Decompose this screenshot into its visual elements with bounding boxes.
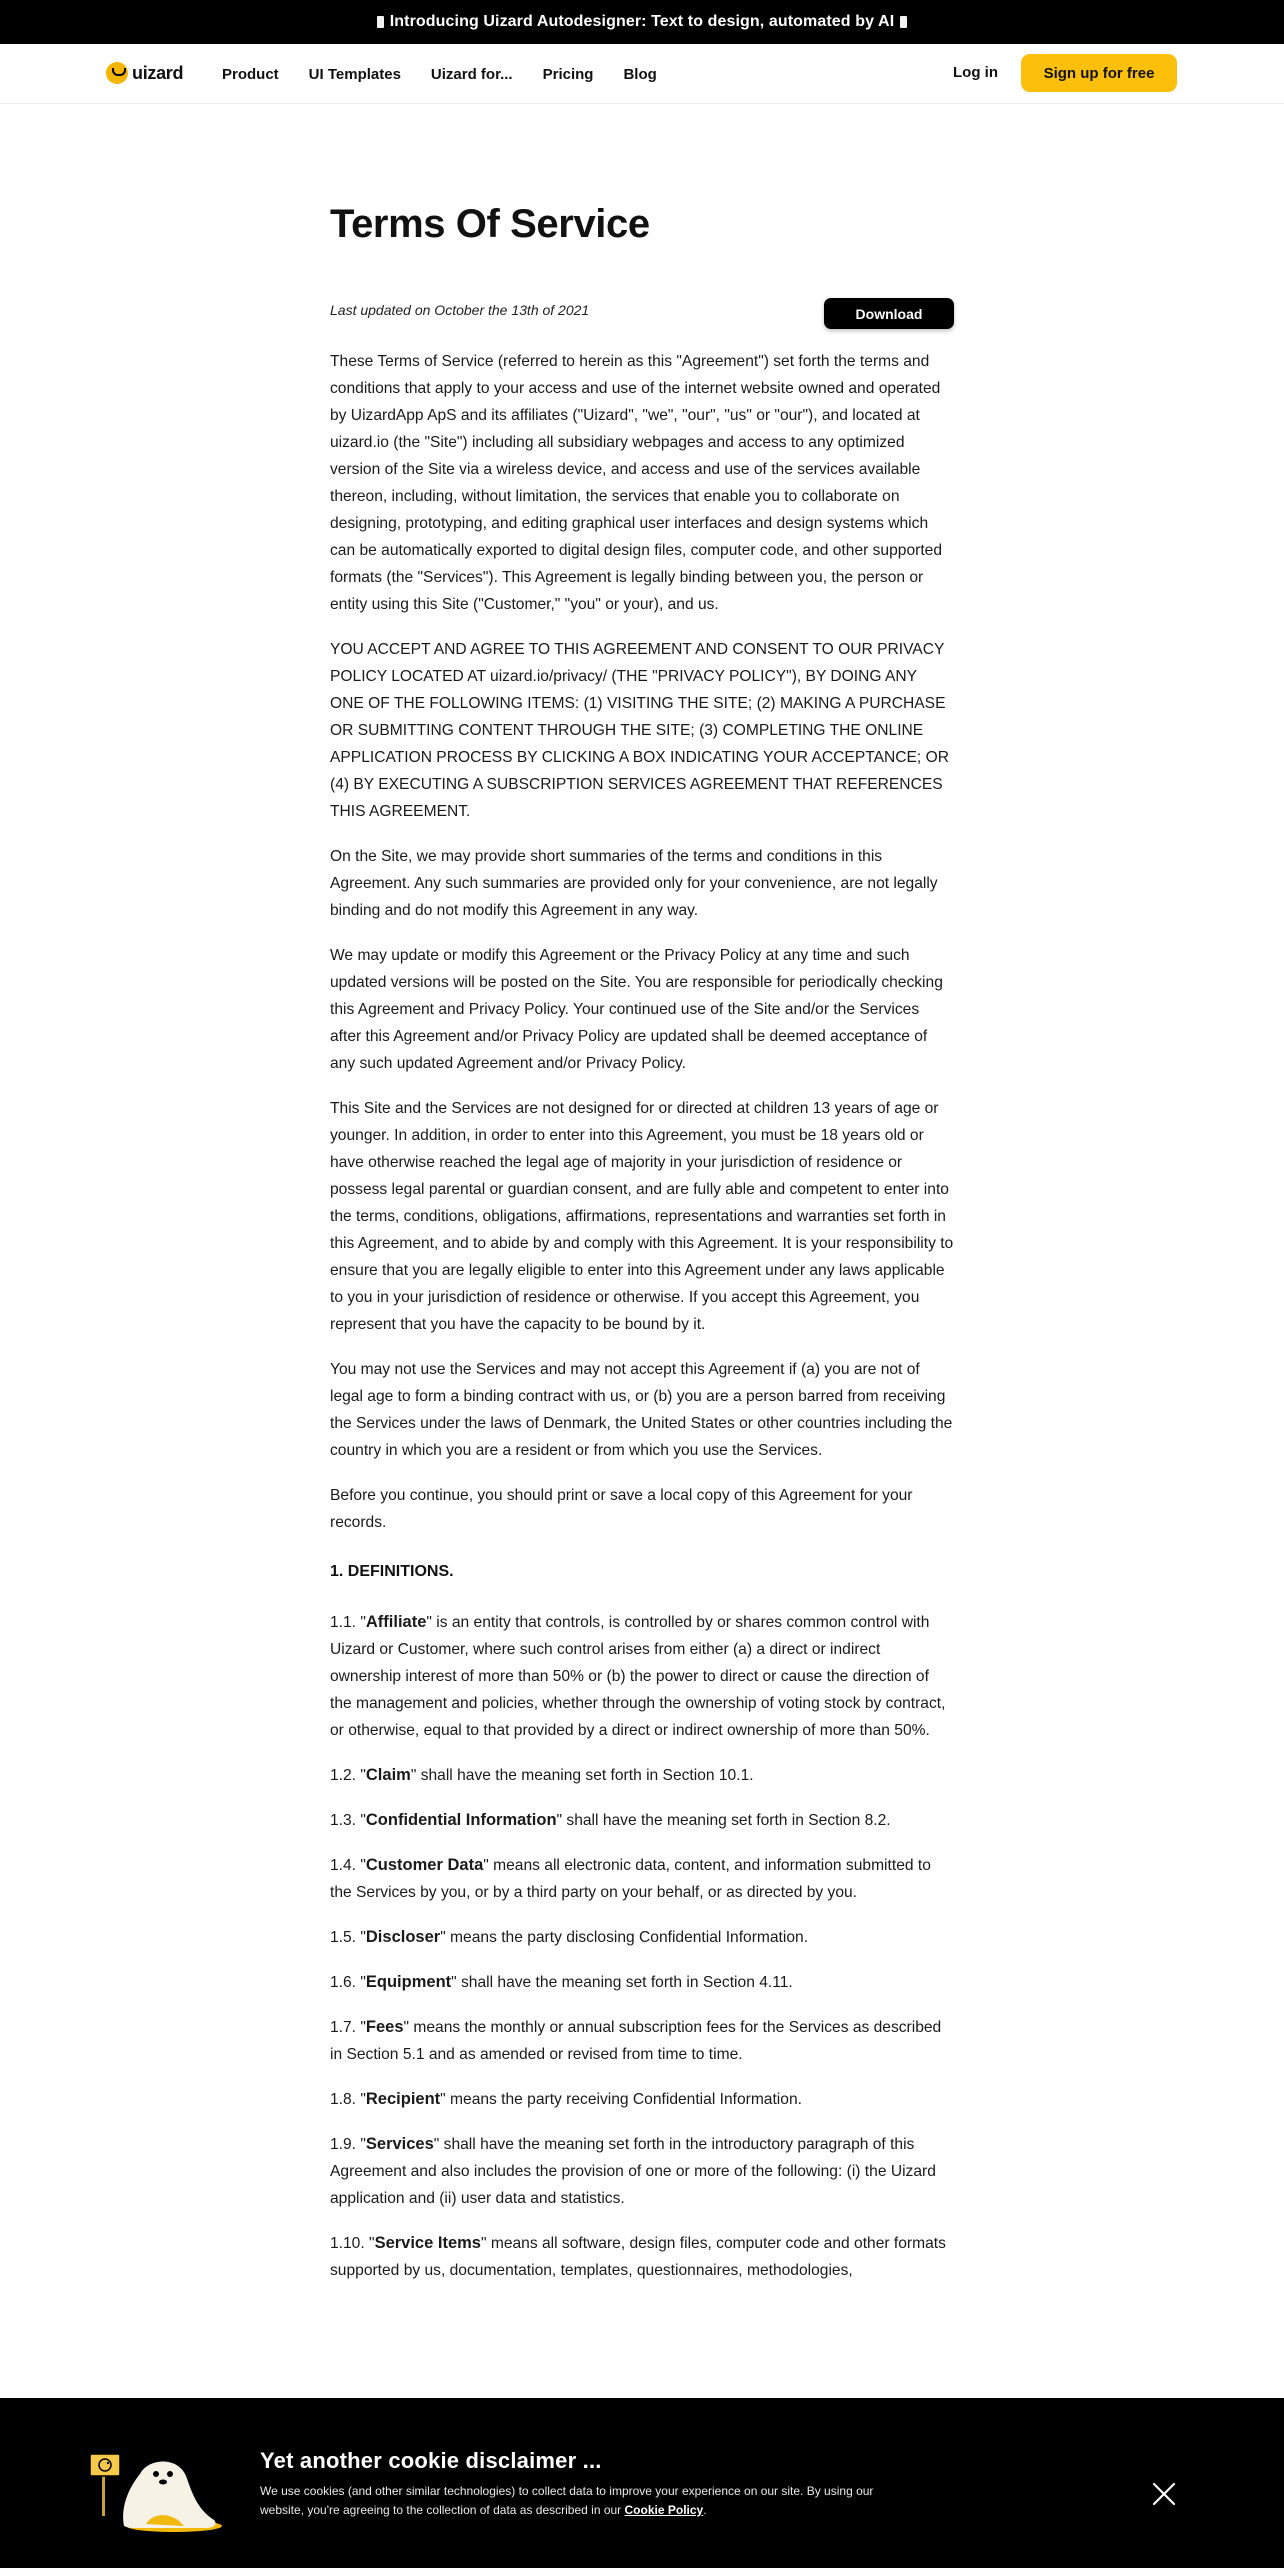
main-content xyxy=(330,200,954,2302)
definition-item xyxy=(330,1969,954,1996)
definition-term: Discloser xyxy=(365,1928,441,1946)
definition-item xyxy=(330,2086,954,2113)
terms-paragraph: We may update or modify this Agreement or the Privacy Policy at any time and such updated versions will be posted on the Site. You are responsible for periodically checking this Agreement and Privacy Policy. Your continued use of the Site and/or the Services after this Agreement and/or Privacy Policy are updated shall be deemed acceptance of any such updated Agreement and/or Privacy Policy. xyxy=(330,947,943,1072)
cookie-policy-link[interactable]: Cookie Policy xyxy=(624,2503,704,2517)
seal-mascot-icon xyxy=(86,2436,226,2536)
uizard-logo-icon xyxy=(106,62,128,84)
definition-number: 1.8. " xyxy=(330,2091,366,2108)
definition-term: Fees xyxy=(365,2018,404,2036)
cookie-description xyxy=(260,2482,900,2520)
definition-item xyxy=(330,2131,954,2212)
terms-paragraph: Before you continue, you should print or save a local copy of this Agreement for your records. xyxy=(330,1487,913,1531)
login-link[interactable]: Log in xyxy=(953,64,998,81)
signup-button[interactable]: Sign up for free xyxy=(1021,54,1177,92)
terms-paragraph: This Site and the Services are not designed for or directed at children 13 years of age or younger. In addition, in order to enter into this Agreement, you must be 18 years old or have otherwise reached the legal age of majority in your jurisdiction of residence or possess legal parental or guardian consent, and are fully able and competent to enter into the terms, conditions, obligations, affirmations, representations and warranties set forth in this Agreement, and to abide by and comply with this Agreement. It is your responsibility to ensure that you are legally eligible to enter into this Agreement under any laws applicable to you in your jurisdiction of residence or otherwise. If you accept this Agreement, you represent that you have the capacity to be bound by it. xyxy=(330,1100,954,1333)
top-navigation xyxy=(0,44,1284,104)
definition-item xyxy=(330,2014,954,2068)
nav-menu xyxy=(222,44,687,104)
meta-row xyxy=(330,298,954,334)
announcement-bar[interactable] xyxy=(0,0,1284,44)
definition-term: Affiliate xyxy=(365,1613,427,1631)
terms-paragraph: On the Site, we may provide short summaries of the terms and conditions in this Agreement. Any such summaries are provided only for your convenience, are not legally binding and do not modify this Agreement in any way. xyxy=(330,848,938,919)
definition-text: " means the party disclosing Confidential Information. xyxy=(440,1929,809,1946)
definition-text: " shall have the meaning set forth in Section 4.11. xyxy=(451,1974,793,1991)
definition-item xyxy=(330,1609,954,1744)
sparkle-icon xyxy=(900,16,907,28)
section-heading-definitions: 1. DEFINITIONS. xyxy=(330,1563,454,1580)
definition-item xyxy=(330,1852,954,1906)
download-button[interactable]: Download xyxy=(824,298,954,329)
logo-text: uizard xyxy=(132,62,184,83)
definition-term: Claim xyxy=(365,1766,411,1784)
definition-term: Equipment xyxy=(365,1973,452,1991)
page-title: Terms Of Service xyxy=(330,202,650,246)
terms-body xyxy=(330,348,954,2284)
definition-term: Recipient xyxy=(365,2090,441,2108)
definition-item xyxy=(330,1924,954,1951)
definition-number: 1.4. " xyxy=(330,1857,366,1874)
cookie-text-after: . xyxy=(703,2503,707,2517)
definition-term: Customer Data xyxy=(365,1856,484,1874)
definition-number: 1.5. " xyxy=(330,1929,366,1946)
close-icon[interactable] xyxy=(1150,2480,1178,2508)
definition-text: " means the party receiving Confidential Information. xyxy=(440,2091,802,2108)
definition-term: Service Items xyxy=(374,2234,481,2252)
definition-number: 1.1. " xyxy=(330,1614,366,1631)
announcement-text[interactable]: Introducing Uizard Autodesigner: Text to design, automated by AI xyxy=(389,13,895,30)
definition-text: " means the monthly or annual subscription fees for the Services as described in Section 5.1 and as amended or revised from time to time. xyxy=(330,2019,942,2063)
definition-number: 1.6. " xyxy=(330,1974,366,1991)
definition-item xyxy=(330,2230,954,2284)
nav-item-ui-templates[interactable]: UI Templates xyxy=(308,65,401,83)
definition-number: 1.9. " xyxy=(330,2136,366,2153)
definition-term: Confidential Information xyxy=(365,1811,557,1829)
nav-item-pricing[interactable]: Pricing xyxy=(542,65,594,83)
definition-text: " shall have the meaning set forth in Section 10.1. xyxy=(410,1767,754,1784)
cookie-title: Yet another cookie disclaimer ... xyxy=(260,2448,602,2473)
terms-paragraph: You may not use the Services and may not accept this Agreement if (a) you are not of legal age to form a binding contract with us, or (b) you are a person barred from receiving the Services under the laws of Denmark, the United States or other countries including the country in which you are a resident or from which you use the Services. xyxy=(330,1361,953,1459)
definition-text: " shall have the meaning set forth in the introductory paragraph of this Agreement and also includes the provision of one or more of the following: (i) the Uizard application and (ii) user data and statistics. xyxy=(330,2136,936,2207)
terms-paragraph: These Terms of Service (referred to herein as this "Agreement") set forth the terms and conditions that apply to your access and use of the internet website owned and operated by UizardApp ApS and its affiliates ("Uizard", "we", "our", "us" or "our"), and located at uizard.io (the "Site") including all subsidiary webpages and access to any optimized version of the Site via a wireless device, and access and use of the services available thereon, including, without limitation, the services that enable you to collaborate on designing, prototyping, and editing graphical user interfaces and design systems which can be automatically exported to digital design files, computer code, and other supported formats (the "Services"). This Agreement is legally binding between you, the person or entity using this Site ("Customer," "you" or your), and us. xyxy=(330,353,942,613)
logo[interactable] xyxy=(106,62,183,84)
last-updated-text: Last updated on October the 13th of 2021 xyxy=(330,302,590,318)
definition-text: " shall have the meaning set forth in Section 8.2. xyxy=(556,1812,891,1829)
definition-term: Services xyxy=(365,2135,434,2153)
cookie-banner xyxy=(0,2398,1284,2568)
definition-number: 1.2. " xyxy=(330,1767,366,1784)
definition-number: 1.10. " xyxy=(330,2235,375,2252)
definition-number: 1.3. " xyxy=(330,1812,366,1829)
definition-item xyxy=(330,1807,954,1834)
definition-text: " means all electronic data, content, and information submitted to the Services by you, or by a third party on your behalf, or as directed by you. xyxy=(330,1857,931,1901)
definition-number: 1.7. " xyxy=(330,2019,366,2036)
nav-item-blog[interactable]: Blog xyxy=(623,65,657,83)
definition-text: " is an entity that controls, is controlled by or shares common control with Uizard or Customer, where such control arises from either (a) a direct or indirect ownership interest of more than 50% or (b) the power to direct or cause the direction of the management and policies, whether through the ownership of voting stock by contract, or otherwise, equal to that provided by a direct or indirect ownership of more than 50%. xyxy=(330,1614,946,1739)
sparkle-icon xyxy=(377,16,384,28)
terms-paragraph: YOU ACCEPT AND AGREE TO THIS AGREEMENT AND CONSENT TO OUR PRIVACY POLICY LOCATED AT uizard.io/privacy/ (THE "PRIVACY POLICY"), BY DOING ANY ONE OF THE FOLLOWING ITEMS: (1) VISITING THE SITE; (2) MAKING A PURCHASE OR SUBMITTING CONTENT THROUGH THE SITE; (3) COMPLETING THE ONLINE APPLICATION PROCESS BY CLICKING A BOX INDICATING YOUR ACCEPTANCE; OR (4) BY EXECUTING A SUBSCRIPTION SERVICES AGREEMENT THAT REFERENCES THIS AGREEMENT. xyxy=(330,641,949,820)
nav-item-product[interactable]: Product xyxy=(222,65,279,83)
definition-text: " means all software, design files, computer code and other formats supported by us, documentation, templates, questionnaires, methodologies, xyxy=(330,2235,946,2279)
cookie-text-before: We use cookies (and other similar technologies) to collect data to improve your experience on our site. By using our website, you're agreeing to the collection of data as described in our xyxy=(260,2484,874,2517)
nav-item-uizard-for[interactable]: Uizard for... xyxy=(430,65,513,83)
definition-item xyxy=(330,1762,954,1789)
